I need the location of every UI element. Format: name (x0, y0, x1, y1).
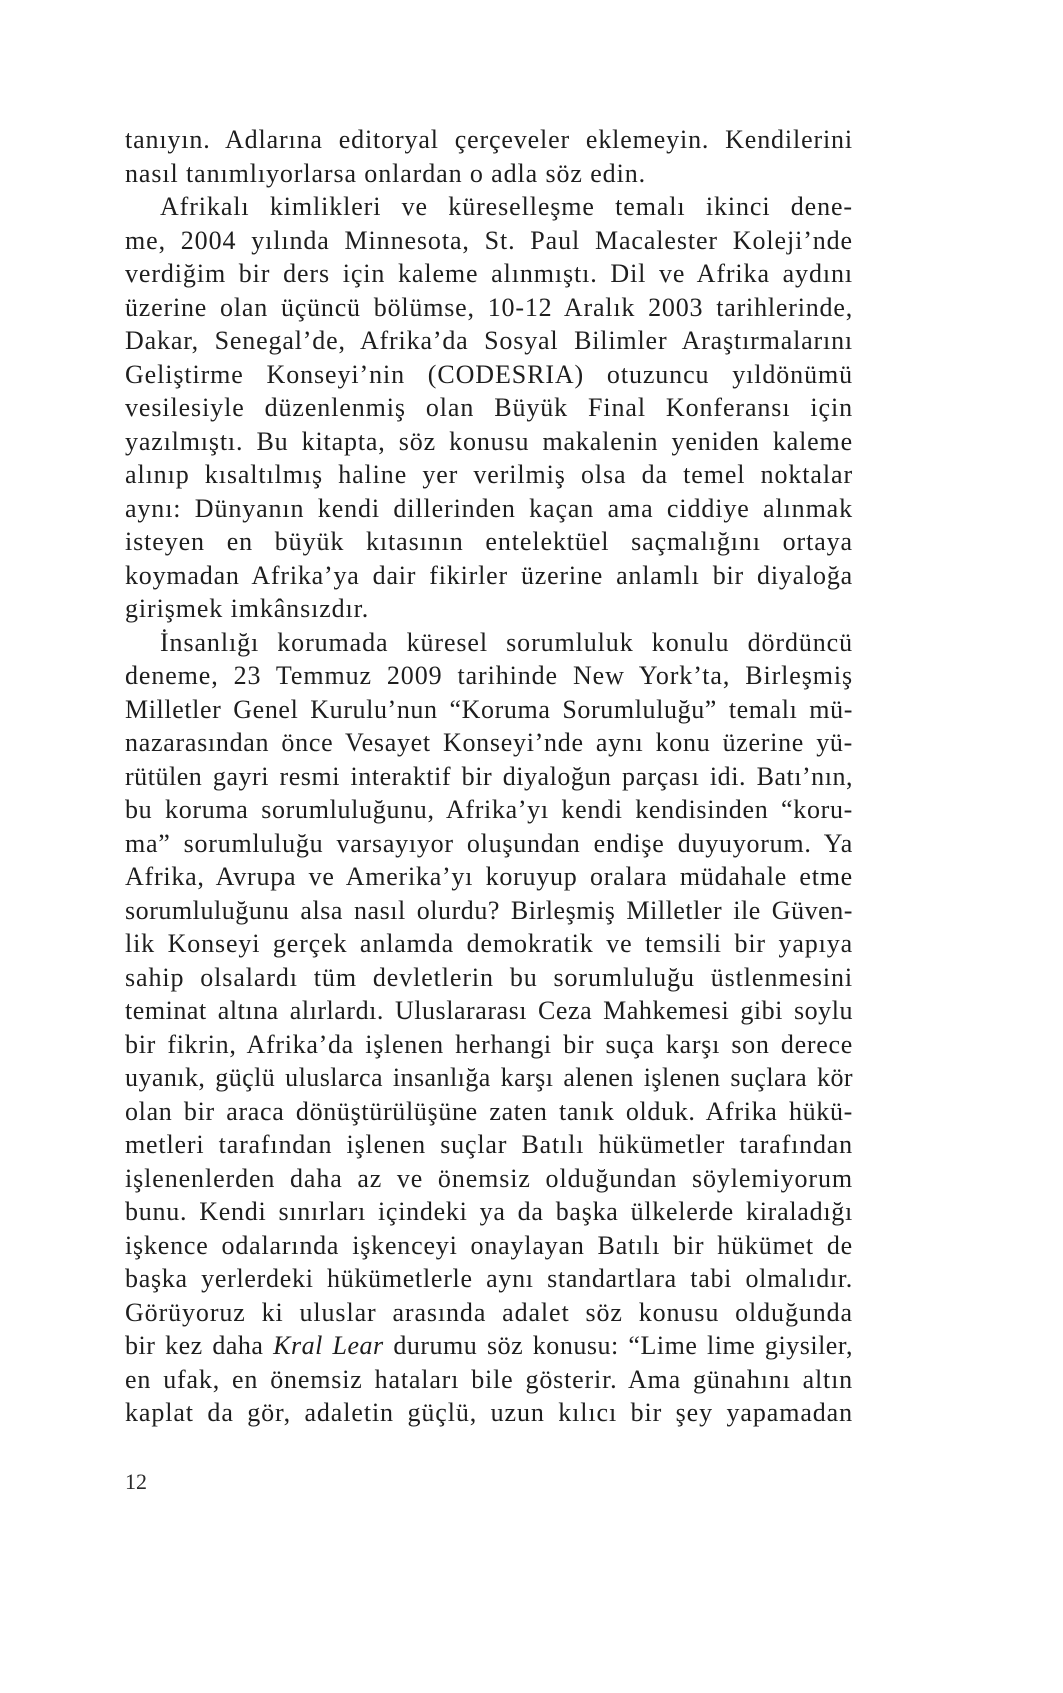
text-segment: durumu söz konusu: “Lime lime giysiler, (383, 1331, 854, 1360)
text-line: girişmek imkânsızdır. (125, 594, 370, 623)
text-line: verdiğim bir ders için kaleme alınmıştı. Dil ve Afrika aydını (125, 259, 853, 288)
text-line: İnsanlığı korumada küresel sorumluluk konulu dördüncü (160, 627, 853, 657)
text-line: nasıl tanımlıyorlarsa onlardan o adla söz edin. (125, 158, 646, 188)
italic-title: Kral Lear (273, 1331, 384, 1360)
text-line: olan bir araca dönüştürülüşüne zaten tanık olduk. Afrika hükü- (125, 1096, 853, 1126)
text-line: Görüyoruz ki uluslar arasında adalet söz konusu olduğunda (125, 1297, 853, 1327)
text-line: metleri tarafından işlenen suçlar Batılı hükümetler tarafından (125, 1130, 853, 1159)
text-line: yazılmıştı. Bu kitapta, söz konusu makalenin yeniden kaleme (125, 426, 853, 456)
text-line: uyanık, güçlü uluslarca insanlığa karşı alenen işlenen suçlara kör (125, 1063, 853, 1092)
text-line: üzerine olan üçüncü bölümse, 10-12 Aralık 2003 tarihlerinde, (125, 292, 853, 322)
text-line: rütülen gayri resmi interaktif bir diyaloğun parçası idi. Batı’nın, (125, 761, 853, 791)
text-line: bunu. Kendi sınırları içindeki ya da başka ülkelerde kiraladığı (125, 1197, 853, 1226)
text-line: en ufak, en önemsiz hataları bile gösterir. Ama günahını altın (125, 1364, 853, 1394)
text-line (125, 1329, 853, 1363)
text-segment: bir kez daha (125, 1331, 274, 1360)
text-line: vesilesiyle düzenlenmiş olan Büyük Final Konferansı için (125, 393, 853, 422)
text-line: Geliştirme Konseyi’nin (CODESRIA) otuzuncu yıldönümü (125, 359, 853, 389)
text-line: ma” sorumluluğu varsayıyor oluşundan endişe duyuyorum. Ya (125, 828, 853, 858)
text-line: aynı: Dünyanın kendi dillerinden kaçan ama ciddiye alınmak (125, 493, 853, 523)
text-line: tanıyın. Adlarına editoryal çerçeveler eklemeyin. Kendilerini (125, 125, 853, 154)
text-line: me, 2004 yılında Minnesota, St. Paul Macalester Koleji’nde (125, 225, 853, 255)
body-text (125, 123, 853, 1430)
text-line: alınıp kısaltılmış haline yer verilmiş olsa da temel noktalar (125, 460, 853, 489)
text-line: isteyen en büyük kıtasının entelektüel saçmalığını ortaya (125, 527, 853, 556)
text-line: nazarasından önce Vesayet Konseyi’nde aynı konu üzerine yü- (125, 728, 853, 757)
text-line: Dakar, Senegal’de, Afrika’da Sosyal Bilimler Araştırmalarını (125, 326, 853, 355)
text-line: sorumluluğunu alsa nasıl olurdu? Birleşmiş Milletler ile Güven- (125, 895, 853, 925)
text-line: Milletler Genel Kurulu’nun “Koruma Sorumluluğu” temalı mü- (125, 694, 853, 724)
text-line: deneme, 23 Temmuz 2009 tarihinde New York’ta, Birleşmiş (125, 661, 853, 690)
page-number: 12 (125, 1469, 147, 1494)
text-line: Afrika, Avrupa ve Amerika’yı koruyup oralara müdahale etme (125, 862, 853, 891)
text-line: Afrikalı kimlikleri ve küreselleşme temalı ikinci dene- (160, 192, 853, 221)
text-line: başka yerlerdeki hükümetlerle aynı standartlara tabi olmalıdır. (125, 1264, 853, 1293)
text-line: lik Konseyi gerçek anlamda demokratik ve temsili bir yapıya (125, 929, 853, 958)
text-line: teminat altına alırlardı. Uluslararası Ceza Mahkemesi gibi soylu (125, 996, 853, 1025)
text-line: koymadan Afrika’ya dair fikirler üzerine anlamlı bir diyaloğa (125, 560, 853, 590)
text-line: işlenenlerden daha az ve önemsiz olduğundan söylemiyorum (125, 1163, 853, 1193)
text-line: kaplat da gör, adaletin güçlü, uzun kılıcı bir şey yapamadan (125, 1398, 853, 1427)
paragraph (125, 626, 853, 1430)
text-line: sahip olsalardı tüm devletlerin bu sorumluluğu üstlenmesini (125, 962, 853, 992)
text-line: bu koruma sorumluluğunu, Afrika’yı kendi kendisinden “koru- (125, 795, 853, 824)
text-line: bir fikrin, Afrika’da işlenen herhangi bir suça karşı son derece (125, 1029, 853, 1059)
paragraph (125, 123, 853, 190)
text-line: işkence odalarında işkenceyi onaylayan Batılı bir hükümet de (125, 1230, 853, 1260)
paragraph (125, 190, 853, 626)
